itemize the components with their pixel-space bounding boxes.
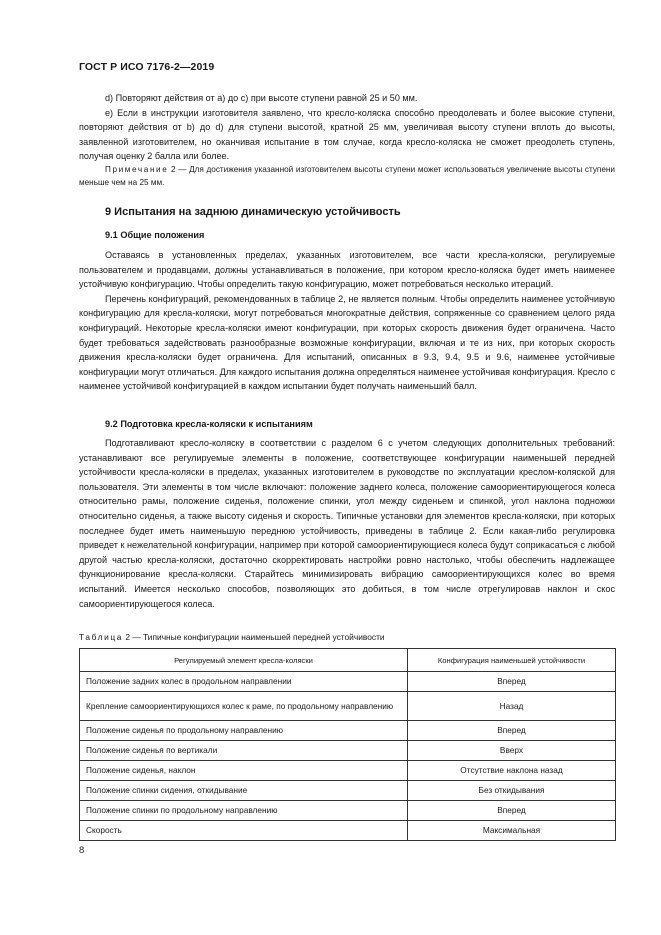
table-cell: Положение спинки по продольному направлению: [80, 801, 408, 821]
table-cell: Крепление самоориентирующихся колес к раме, по продольному направлению: [80, 692, 408, 721]
paragraph: Перечень конфигураций, рекомендованных в таблице 2, не является полным. Чтобы определить наименее устойчивую конфигурацию для кресла-коляски, могут потребоваться многократные действия, сопряженные со сравнением целого ряда конфигураций. Некоторые кресла-коляски имеют конфигурации, при которых скорость движения будет ограничена. Часто будет требоваться задействовать разнообразные возможные конфигурации, включая и те из них, при которых скорость движения кресла-коляски будет ограничена. Для испытаний, описанных в 9.3, 9.4, 9.5 и 9.6, наименее устойчивые конфигурации могут отличаться. Для каждого испытания должна определяться наименее устойчивая конфигурация. Кресло с наименее устойчивой конфигурацией в каждом испытании будет получать наименьший балл.: [79, 293, 615, 392]
table-row: [80, 721, 616, 741]
list-item-d: d) Повторяют действия от a) до c) при высоте ступени равной 25 и 50 мм.: [105, 93, 418, 103]
paragraph: Оставаясь в установленных пределах, указанных изготовителем, все части кресла-коляски, регулируемые пользователем и продавцами, должны устанавливаться в положение, при котором кресло-коляска будет иметь наименее устойчивую конфигурацию. Чтобы определить такую конфигурацию, может потребоваться несколько итераций.: [79, 250, 615, 290]
section-title: 9 Испытания на заднюю динамическую устойчивость: [105, 206, 401, 218]
paragraph: Подготавливают кресло-коляску в соответствии с разделом 6 с учетом следующих дополнительных требований: устанавливают все регулируемые элементы в положение, соответствующее конфигурации наименьшей передней устойчивости кресла-коляски в пределах, указанных изготовителем в руководстве по эксплуатации креслом-коляской для пользователя. Эти элементы в том числе включают: положение заднего колеса, положение самоориентирующегося колеса относительно рамы, положение сиденья, положение спинки, угол между сиденьем и спинкой, угол наклона подножки относительно сиденья, а также высоту сиденья и скорость. Типичные установки для элементов кресла-коляски, при которых последнее будет иметь наименьшую переднюю устойчивость, приведены в таблице 2. Если какая-либо регулировка приведет к нежелательной конфигурации, например при которой самоориентирующиеся колеса будут соприкасаться с любой другой частью кресла-коляски, достаточно скорректировать настройки ровно настолько, чтобы обеспечить надлежащее функционирование кресла-коляски. Старайтесь минимизировать вибрацию самоориентирующихся колес во время испытаний. Имеется несколько способов, позволяющих это добиться, в том числе отрегулировав наклон и скос самоориентирующегося колеса.: [79, 438, 615, 609]
subsection-9-1-body: [79, 248, 615, 394]
table-cell: Отсутствие наклона назад: [408, 761, 616, 781]
table-caption-label: Таблица: [79, 632, 124, 642]
table-cell: Без откидывания: [408, 781, 616, 801]
list-item-e: e) Если в инструкции изготовителя заявлено, что кресло-коляска способно преодолевать и более высокие ступени, повторяют действия от b) до d) для ступени высотой, кратной 25 мм, увеличивая высоту ступени вплоть до высоты, заявленной изготовителем, но оканчивая испытание в том случае, когда кресло-коляска не сможет преодолеть ступень, получая оценку 2 балла или более.: [79, 107, 615, 162]
subsection-title: 9.1 Общие положения: [105, 230, 205, 240]
note-label: Примечание: [105, 165, 169, 174]
table-cell: Вперед: [408, 801, 616, 821]
table-caption-text: 2 — Типичные конфигурации наименьшей передней устойчивости: [123, 632, 385, 642]
subsection-9-2-body: [79, 436, 615, 611]
table-cell: Положение спинки сидения, откидывание: [80, 781, 408, 801]
table-row: [80, 781, 616, 801]
table-row: [80, 821, 616, 841]
table-row: [80, 672, 616, 692]
table-header-cell: Регулируемый элемент кресла-коляски: [80, 649, 408, 672]
subsection-9-1-title-block: [79, 230, 615, 240]
table-2-wrapper: [79, 648, 615, 841]
standard-header: ГОСТ Р ИСО 7176-2—2019: [79, 61, 215, 73]
note-paragraph: [79, 163, 615, 189]
table-row: [80, 761, 616, 781]
table-header-cell: Конфигурация наименьшей устойчивости: [408, 649, 616, 672]
subsection-9-2-title-block: [79, 419, 615, 429]
page-number: 8: [79, 845, 85, 856]
table-cell: Назад: [408, 692, 616, 721]
list-block: [79, 91, 615, 164]
note-block: [79, 163, 615, 189]
table-cell: Скорость: [80, 821, 408, 841]
table-cell: Вверх: [408, 741, 616, 761]
table-row: [80, 801, 616, 821]
table-cell: Положение сиденья по вертикали: [80, 741, 408, 761]
table-cell: Положение сиденья, наклон: [80, 761, 408, 781]
section-9-title-block: [79, 206, 615, 218]
config-table: [79, 648, 616, 841]
table-row: [80, 692, 616, 721]
table-header-row: [80, 649, 616, 672]
note-text: 2 — Для достижения указанной изготовителем высоты ступени может использоваться увеличение высоты ступени меньше чем на 25 мм.: [79, 165, 615, 187]
table-cell: Вперед: [408, 721, 616, 741]
subsection-title: 9.2 Подготовка кресла-коляски к испытаниям: [105, 419, 313, 429]
table-cell: Максимальная: [408, 821, 616, 841]
table-cell: Положение задних колес в продольном направлении: [80, 672, 408, 692]
table-row: [80, 741, 616, 761]
table-caption: [79, 632, 615, 642]
table-cell: Положение сиденья по продольному направлению: [80, 721, 408, 741]
table-cell: Вперед: [408, 672, 616, 692]
